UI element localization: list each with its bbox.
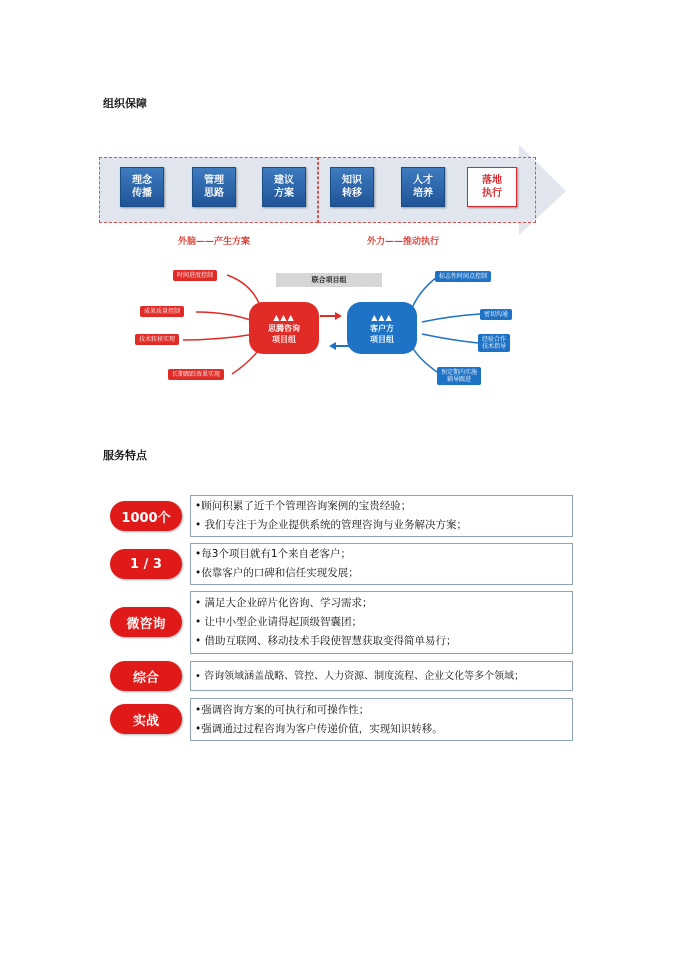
step-concept-spread: 理念 传播 xyxy=(120,167,164,207)
feature-box-1000: •顾问积累了近千个管理咨询案例的宝贵经验； • 我们专注于为企业提供系统的管理咨询与业务解决方案； xyxy=(190,495,573,537)
step-implementation: 落地 执行 xyxy=(467,167,517,207)
people-icon: ▲▲▲ xyxy=(371,312,393,322)
feature-box-practical: •强调咨询方案的可执行和可操作性； •强调通过过程咨询为客户传递价值，实现知识转移。 xyxy=(190,698,573,741)
feature-row-comprehensive xyxy=(110,661,573,691)
feature-row-1000 xyxy=(110,495,573,537)
tag-long-term-tracking: 长期跟踪效果实现 xyxy=(168,369,224,380)
people-icon: ▲▲▲ xyxy=(273,312,295,322)
badge-practical: 实战 xyxy=(110,704,182,734)
badge-comprehensive: 综合 xyxy=(110,661,182,691)
feature-row-practical xyxy=(110,698,573,741)
tag-quality-control: 成果质量控制 xyxy=(140,306,184,317)
tag-milestone-control: 标志性时间点控制 xyxy=(435,271,491,282)
badge-micro-consulting: 微咨询 xyxy=(110,607,182,637)
section-title-service-features: 服务特点 xyxy=(103,449,147,462)
tag-scheduled-coaching: 预定期内实施 辅导跟进 xyxy=(437,367,481,385)
center-client-team: ▲▲▲ 客户方 项目组 xyxy=(347,302,417,354)
badge-one-third: 1 / 3 xyxy=(110,549,182,579)
feature-row-one-third xyxy=(110,543,573,585)
joint-project-group-label: 联合项目组 xyxy=(276,273,382,287)
caption-outer-force: 外力——推动执行 xyxy=(367,237,440,247)
step-talent-training: 人才 培养 xyxy=(401,167,445,207)
section-title-organization: 组织保障 xyxy=(103,97,147,110)
caption-outer-brain: 外脑——产生方案 xyxy=(178,237,251,247)
feature-box-one-third: •每3个项目就有1个来自老客户； •依靠客户的口碑和信任实现发展； xyxy=(190,543,573,585)
step-management-thinking: 管理 思路 xyxy=(192,167,236,207)
feature-row-micro-consulting xyxy=(110,591,573,654)
feature-box-micro-consulting: • 满足大企业碎片化咨询、学习需求； • 让中小型企业请得起顶级智囊团； • 借助互联网、移动技术手段使智慧获取变得简单易行； xyxy=(190,591,573,654)
tag-experience-guidance: 经验合作 技术指导 xyxy=(478,334,510,352)
feature-box-comprehensive: • 咨询领域涵盖战略、管控、人力资源、制度流程、企业文化等多个领域； xyxy=(190,661,573,691)
center-consulting-team: ▲▲▲ 思腾咨询 项目组 xyxy=(249,302,319,354)
tag-tech-transfer: 技术转移实现 xyxy=(135,334,179,345)
step-knowledge-transfer: 知识 转移 xyxy=(330,167,374,207)
tag-schedule-control: 时间进度控制 xyxy=(173,270,217,281)
tag-close-communication: 密切沟通 xyxy=(480,309,512,320)
step-proposal: 建议 方案 xyxy=(262,167,306,207)
badge-1000: 1000个 xyxy=(110,501,182,531)
